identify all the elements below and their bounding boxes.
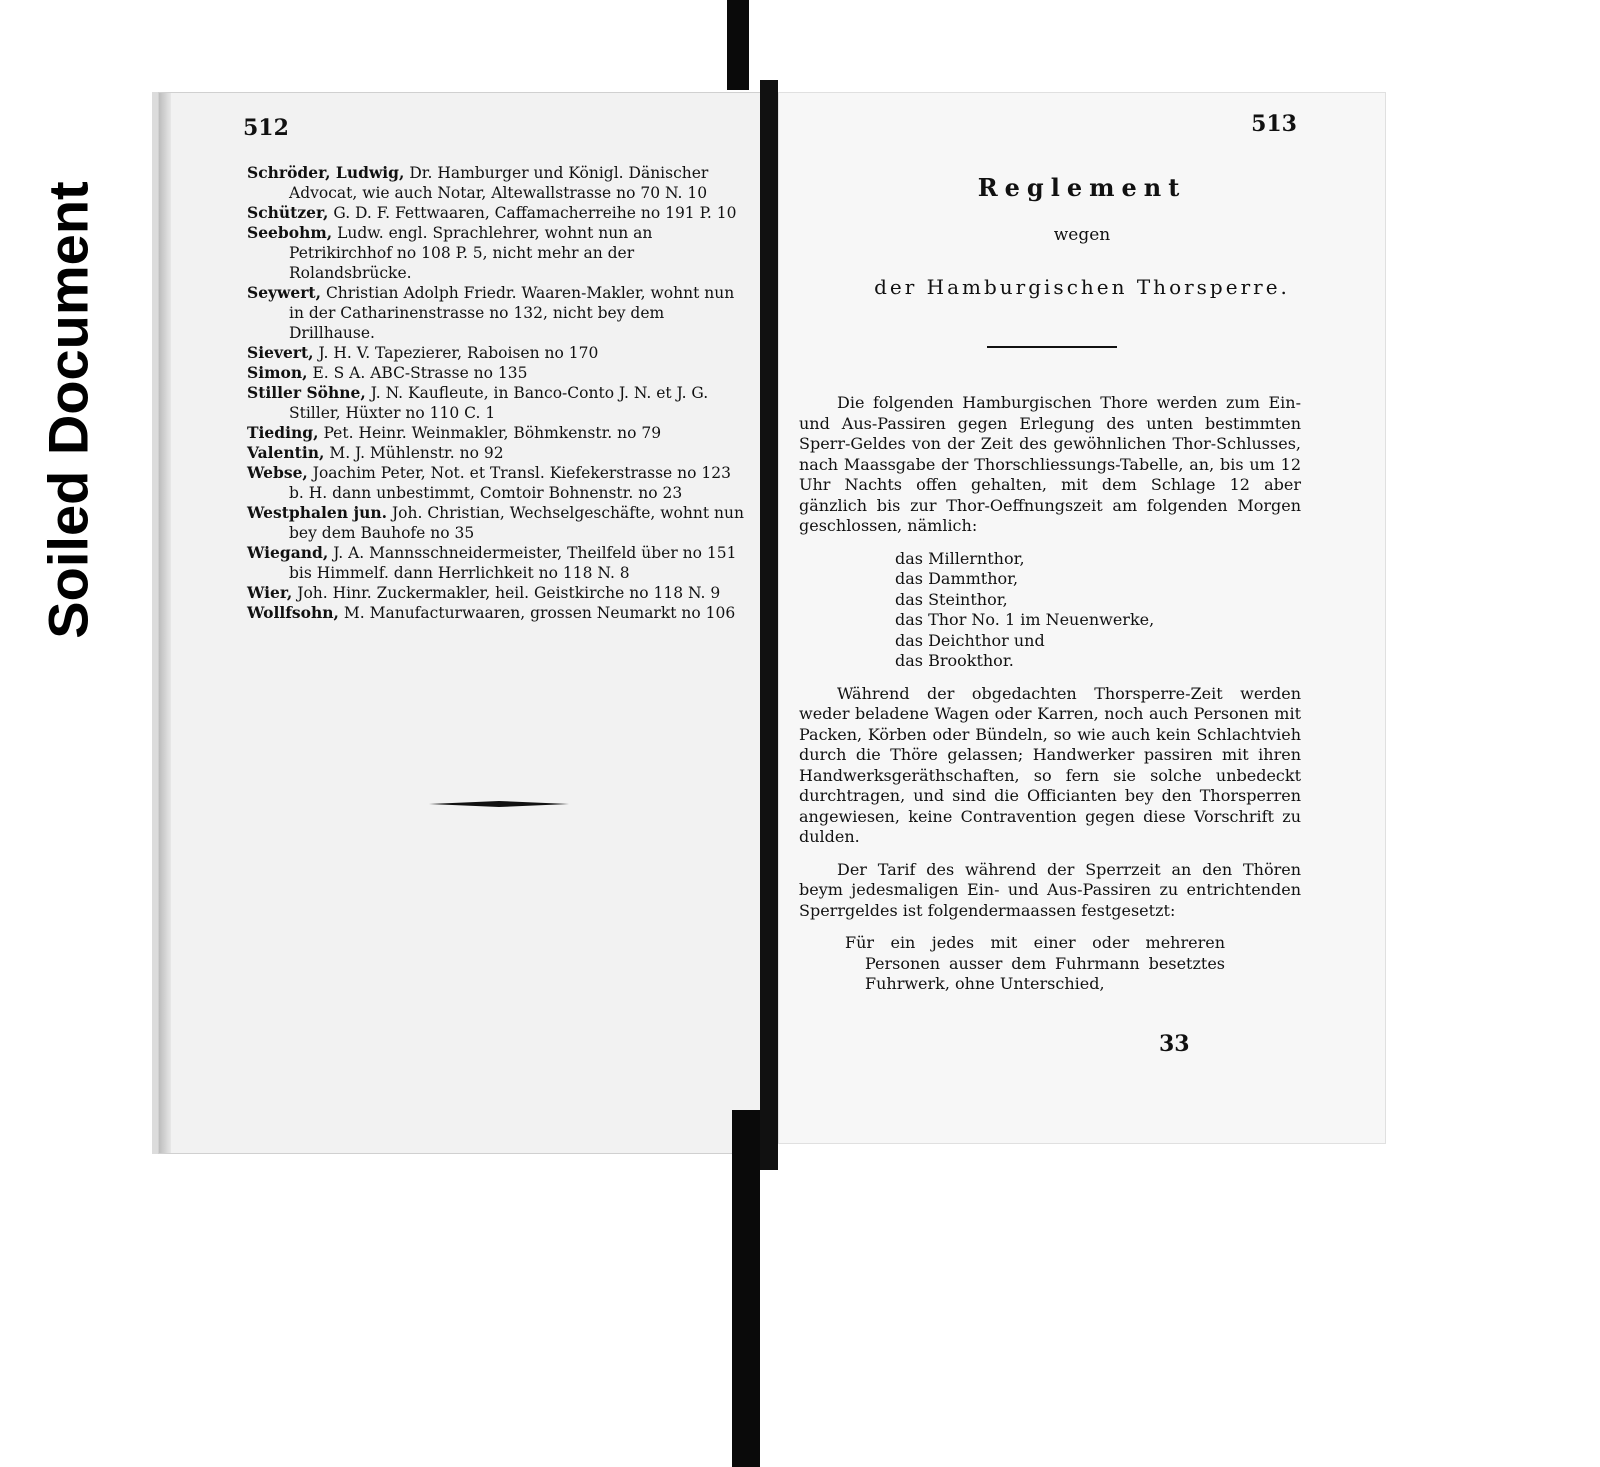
gate-item: das Dammthor, [895,569,1019,588]
gate-list [895,549,1301,672]
entry-name: Wollfsohn, [247,603,339,622]
entry-details: Joh. Hinr. Zuckermakler, heil. Geistkirche no 118 N. 9 [297,584,721,602]
entry-details: Joh. Christian, Wechselgeschäfte, wohnt nun bey dem Bauhofe no 35 [289,504,744,542]
directory-entries [247,163,747,623]
entry-name: Wier, [247,583,293,602]
directory-entry [247,283,747,343]
entry-details: Joachim Peter, Not. et Transl. Kiefekerstrasse no 123 b. H. dann unbestimmt, Comtoir Bohnenstr. no 23 [289,464,731,502]
left-page-ornament-rule [429,801,569,807]
entry-name: Seebohm, [247,223,333,242]
entry-details: Ludw. engl. Sprachlehrer, wohnt nun an Petrikirchhof no 108 P. 5, nicht mehr an der Rolandsbrücke. [289,224,653,282]
directory-entry [247,363,747,383]
entry-name: Valentin, [247,443,325,462]
entry-name: Westphalen jun. [247,503,387,522]
directory-entry [247,543,747,583]
document-subtitle: wegen [1053,225,1111,245]
entry-name: Seywert, [247,283,321,302]
entry-details: J. N. Kaufleute, in Banco-Conto J. N. et J. G. Stiller, Hüxter no 110 C. 1 [289,384,709,422]
gate-item: das Brookthor. [895,651,1014,670]
entry-details: M. J. Mühlenstr. no 92 [329,444,504,462]
entry-name: Sievert, [247,343,314,362]
right-page [778,92,1386,1144]
gate-item: das Deichthor und [895,630,1045,650]
gate-item: das Steinthor, [895,589,1008,609]
stamp-label: Soiled Document [36,181,100,639]
heading-rule [987,346,1117,348]
entry-details: G. D. F. Fettwaaren, Caffamacherreihe no 191 P. 10 [333,204,737,222]
soiled-document-stamp [28,150,108,670]
directory-entry [247,603,747,623]
entry-details: Dr. Hamburger und Königl. Dänischer Advocat, wie auch Notar, Altewallstrasse no 70 N. 10 [289,164,709,202]
paragraph-gates-opening: Die folgenden Hamburgischen Thore werden zum Ein- und Aus-Passiren gegen Erlegung des unten bestimmten Sperr-Geldes von der Zeit des gewöhnlichen Thor-Schlusses, nach Maassgabe der Thorschliessungs-Tabelle, an, bis um 12 Uhr Nachts offen gehalten, mit dem Schlage 12 aber gänzlich bis zur Thor-Oeffnungszeit am folgenden Morgen geschlossen, nämlich: [799,393,1301,535]
book-gutter [760,80,778,1170]
entry-name: Simon, [247,363,308,382]
binding-shadow-top [727,0,749,90]
entry-details: J. H. V. Tapezierer, Raboisen no 170 [318,344,599,362]
entry-name: Stiller Söhne, [247,383,366,402]
directory-entry [247,423,747,443]
binding-shadow-bottom [732,1110,760,1467]
tariff-item: Für ein jedes mit einer oder mehreren Personen ausser dem Fuhrmann besetztes Fuhrwerk, ohne Unterschied, [845,933,1225,993]
entry-details: M. Manufacturwaaren, grossen Neumarkt no 106 [343,604,736,622]
directory-entry [247,503,747,543]
gate-item: das Millernthor, [895,548,1025,568]
entry-name: Webse, [247,463,308,482]
directory-entry [247,163,747,203]
directory-entry [247,383,747,423]
entry-name: Schützer, [247,203,329,222]
entry-details: J. A. Mannsschneidermeister, Theilfeld über no 151 bis Himmelf. dann Herrlichkeit no 118 N. 8 [289,544,737,582]
entry-details: Christian Adolph Friedr. Waaren-Makler, wohnt nun in der Catharinenstrasse no 132, nicht bey dem Drillhause. [289,284,735,342]
directory-entry [247,463,747,503]
regulation-body [799,393,1301,995]
entry-details: E. S A. ABC-Strasse no 135 [312,364,528,382]
left-page-number: 512 [243,115,289,141]
paragraph-restrictions: Während der obgedachten Thorsperre-Zeit werden weder beladene Wagen oder Karren, noch auch Personen mit Packen, Körben oder Bündeln, so wie auch kein Schlachtvieh durch die Thöre gelassen; Handwerker passiren mit ihren Handwerksgeräthschaften, so fern sie solche unbedeckt durchtragen, und sind die Officianten bey den Thorsperren angewiesen, keine Contravention gegen diese Vorschrift zu dulden. [799,683,1301,846]
document-heading: der Hamburgischen Thorsperre. [874,275,1290,299]
directory-entry [247,223,747,283]
right-page-number: 513 [1251,111,1297,137]
directory-entry [247,203,747,223]
entry-name: Tieding, [247,423,319,442]
directory-entry [247,443,747,463]
catchword: 33 [1159,1031,1190,1057]
directory-entry [247,343,747,363]
entry-name: Wiegand, [247,543,329,562]
document-title: Reglement [977,173,1187,202]
left-page-edge [159,93,171,1153]
gate-item: das Thor No. 1 im Neuenwerke, [895,610,1155,629]
entry-details: Pet. Heinr. Weinmakler, Böhmkenstr. no 79 [323,424,662,442]
paragraph-tariff-intro: Der Tarif des während der Sperrzeit an den Thören beym jedesmaligen Ein- und Aus-Passiren zu entrichtenden Sperrgeldes ist folgendermaassen festgesetzt: [799,859,1301,920]
directory-entry [247,583,747,603]
left-page [158,92,776,1154]
entry-name: Schröder, Ludwig, [247,163,405,182]
